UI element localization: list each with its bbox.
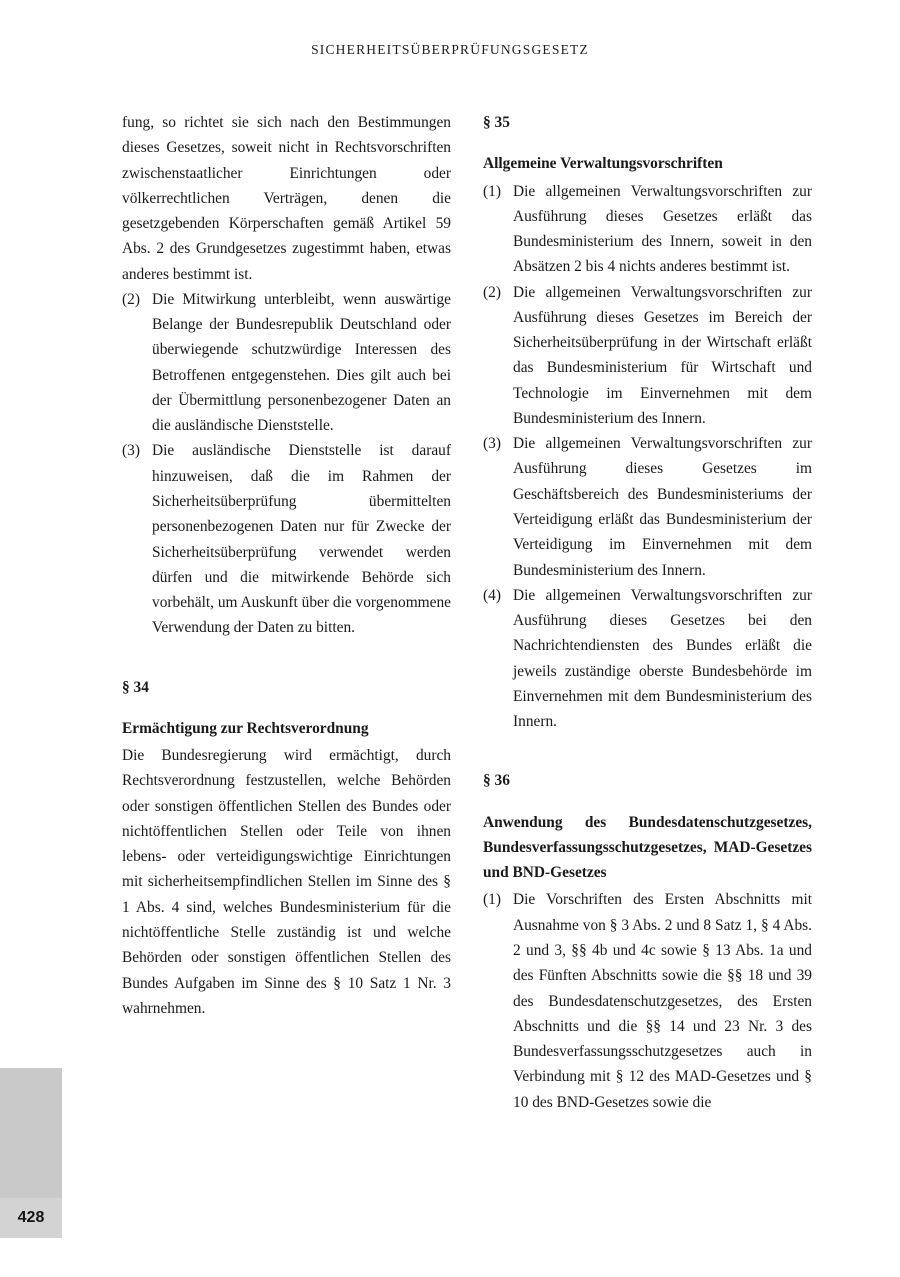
section-title: Allgemeine Verwaltungsvorschriften	[483, 155, 723, 173]
section-title: Ermächtigung zur Rechtsverordnung	[122, 719, 369, 737]
list-item	[483, 583, 812, 735]
list-item-marker: (2)	[483, 283, 501, 301]
section-number: § 34	[122, 678, 149, 696]
list-item-marker: (1)	[483, 182, 501, 200]
list-item-text: Die allgemeinen Verwaltungsvorschriften zur Ausführung dieses Gesetzes bei den Nachrichtendiensten des Bundes erläßt die jeweils zuständige oberste Bundesbehörde im Einvernehmen mit dem Bundesministerium des Innern.	[513, 586, 812, 731]
list-item-text: Die Vorschriften des Ersten Abschnitts mit Ausnahme von § 3 Abs. 2 und 8 Satz 1, § 4 Abs. 2 und 3, §§ 4b und 4c sowie § 13 Abs. 1a und des Fünften Abschnitts sowie die §§ 18 und 39 des Bundesdatenschutzgesetzes, des Ersten Abschnitts und die §§ 14 und 23 Nr. 3 des Bundesverfassungsschutzgesetzes auch in Verbindung mit § 12 des MAD-Gesetzes und § 10 des BND-Gesetzes sowie die	[513, 891, 812, 1111]
list-item-marker: (3)	[483, 435, 501, 453]
section-number: § 36	[483, 772, 510, 790]
list-item-text: Die Mitwirkung unterbleibt, wenn auswärtige Belange der Bundesrepublik Deutschland oder überwiegende schutzwürdige Interessen des Betroffenen entgegenstehen. Dies gilt auch bei der Übermittlung personenbezogener Daten an die ausländische Dienststelle.	[152, 290, 451, 435]
two-column-body	[122, 110, 812, 1115]
list-item-marker: (4)	[483, 586, 501, 604]
folio-box	[0, 1198, 62, 1238]
section-34	[122, 675, 451, 1021]
list-item-text: Die allgemeinen Verwaltungsvorschriften zur Ausführung dieses Gesetzes erläßt das Bundesministerium des Innern, soweit in den Absätzen 2 bis 4 nichts anderes bestimmt ist.	[513, 182, 812, 276]
section-35	[483, 110, 812, 734]
list-item	[483, 280, 812, 432]
list-item	[122, 287, 451, 439]
list-item	[483, 887, 812, 1114]
section-title: Anwendung des Bundesdatenschutzgesetzes, Bundesverfassungsschutzgesetzes, MAD-Gesetzes und BND-Gesetzes	[483, 813, 812, 882]
list-item	[122, 438, 451, 640]
list-item-marker: (1)	[483, 891, 501, 909]
page-number: 428	[17, 1209, 45, 1226]
section-body: Die Bundesregierung wird ermächtigt, durch Rechtsverordnung festzustellen, welche Behörden oder sonstigen öffentlichen Stellen des Bundes oder nichtöffentlichen Stellen oder Teile von ihnen lebens- oder verteidigungswichtige Einrichtungen mit sicherheitsempfindlichen Stellen im Sinne des § 1 Abs. 4 sind, welches Bundesministerium für die nichtöffentliche Stelle zuständig ist und welche Behörden oder sonstigen öffentlichen Stellen des Bundes Aufgaben im Sinne des § 10 Satz 1 Nr. 3 wahrnehmen.	[122, 747, 451, 1017]
section-36	[483, 768, 812, 1114]
list-item-marker: (3)	[122, 442, 140, 460]
right-column	[483, 110, 812, 1115]
running-head: SICHERHEITSÜBERPRÜFUNGSGESETZ	[311, 42, 589, 57]
list-item-text: Die ausländische Dienststelle ist darauf hinzuweisen, daß die im Rahmen der Sicherheitsüberprüfung übermittelten personenbezogenen Daten nur für Zwecke der Sicherheitsüberprüfung verwendet werden dürfen und die mitwirkende Behörde sich vorbehält, um Auskunft über die vorgenommene Verwendung der Daten zu bitten.	[152, 442, 451, 637]
list-item	[483, 179, 812, 280]
list-item-marker: (2)	[122, 290, 140, 308]
continued-paragraph: fung, so richtet sie sich nach den Bestimmungen dieses Gesetzes, soweit nicht in Rechtsvorschriften zwischenstaatlicher Einrichtungen oder völkerrechtlichen Verträgen, denen die gesetzgebenden Körperschaften gemäß Artikel 59 Abs. 2 des Grundgesetzes zugestimmt haben, etwas anderes bestimmt ist.	[122, 114, 451, 283]
section-number: § 35	[483, 114, 510, 131]
page-tab-marker	[0, 1068, 62, 1198]
list-item	[483, 431, 812, 583]
left-column	[122, 110, 451, 1115]
list-item-text: Die allgemeinen Verwaltungsvorschriften zur Ausführung dieses Gesetzes im Geschäftsbereich des Bundesministeriums der Verteidigung erläßt das Bundesministerium der Verteidigung im Einvernehmen mit dem Bundesministerium des Innern.	[513, 435, 812, 579]
list-item-text: Die allgemeinen Verwaltungsvorschriften zur Ausführung dieses Gesetzes im Bereich der Sicherheitsüberprüfung in der Wirtschaft erläßt das Bundesministerium für Wirtschaft und Technologie im Einvernehmen mit dem Bundesministerium des Innern.	[513, 283, 812, 427]
